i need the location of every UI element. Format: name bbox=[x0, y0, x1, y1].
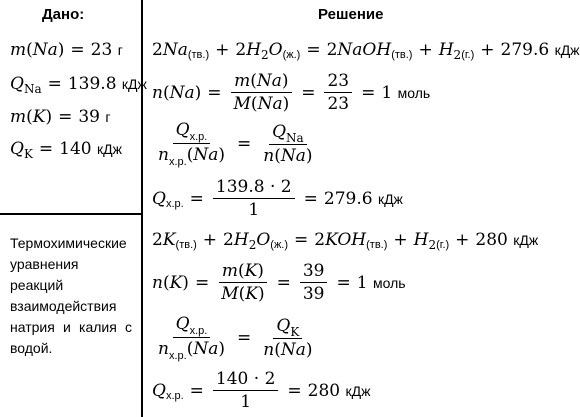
k-thermochemical-equation: 2 K (тв.) + 2 H 2 O (ж.) = 2 KOH (тв.) + H 2 (г.) + 280 кДж bbox=[152, 230, 539, 252]
k-heat-result: Q х.р. = $\frac{140 \cdot 2}{1}$ = 280 кДж bbox=[152, 369, 371, 412]
given-heat-k: Q K = 140 кДж bbox=[10, 139, 122, 161]
given-mass-k: m ( K ) = 39 г bbox=[10, 107, 111, 127]
na-thermochemical-equation: 2 Na (тв.) + 2 H 2 O (ж.) = 2 NaOH (тв.) + H 2 (г.) + 279.6 кДж bbox=[152, 40, 580, 62]
na-moles-formula: n ( Na ) = $\frac{m(Na)}{M(Na)}$ = $\frac{23}{23}$ = 1 моль bbox=[152, 71, 431, 114]
k-heat-ratio: $\frac{Q_{х.р.}}{n_{х.р.}(Na)}$ = $\frac{Q_K}{n(Na)}$ bbox=[158, 314, 313, 362]
given-mass-na: m ( Na ) = 23 г bbox=[10, 40, 123, 60]
given-heat-na: Q Na = 139.8 кДж bbox=[10, 74, 147, 96]
given-divider bbox=[0, 213, 141, 215]
solution-header: Решение bbox=[318, 6, 384, 23]
task-note: Термохимические уравнения реакций взаимодействия натрия и калия с водой. bbox=[10, 235, 132, 356]
column-divider bbox=[141, 0, 143, 417]
na-heat-result: Q х.р. = $\frac{139.8 \cdot 2}{1}$ = 279.6 кДж bbox=[152, 177, 403, 220]
na-heat-ratio: $\frac{Q_{х.р.}}{n_{х.р.}(Na)}$ = $\frac{Q_{Na}}{n(Na)}$ bbox=[158, 120, 313, 168]
given-header: Дано: bbox=[42, 6, 85, 23]
k-moles-formula: n ( K ) = $\frac{m(K)}{M(K)}$ = $\frac{39}{39}$ = 1 моль bbox=[152, 261, 406, 304]
